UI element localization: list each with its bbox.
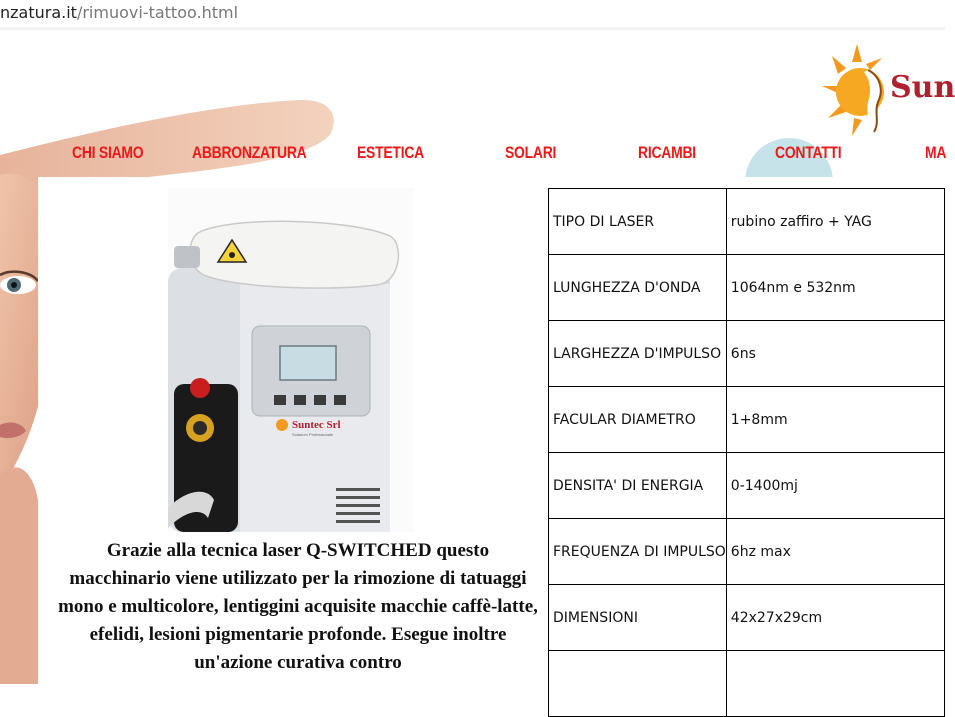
nav-solari[interactable]: SOLARI	[505, 143, 557, 162]
spec-label: FACULAR DIAMETRO	[549, 387, 727, 453]
machine-brand-label: Suntec Srl	[292, 419, 341, 431]
spec-value: rubino zaffiro + YAG	[726, 189, 944, 255]
address-bar[interactable]	[0, 0, 945, 28]
table-row	[549, 651, 945, 717]
spec-value: 42x27x29cm	[726, 585, 944, 651]
spec-label: FREQUENZA DI IMPULSO	[549, 519, 727, 585]
spec-value: 0-1400mj	[726, 453, 944, 519]
url-text[interactable]	[0, 3, 238, 22]
product-description: Grazie alla tecnica laser Q-SWITCHED questo macchinario viene utilizzato per la rimozione di tatuaggi mono e multicolore, lentiggini acquisite macchie caffè-latte, efelidi, lesioni pigmentarie profonde. Esegue inoltre un'azione curativa contro	[58, 540, 538, 673]
nav-ricambi[interactable]: RICAMBI	[638, 143, 696, 162]
spec-value: 6hz max	[726, 519, 944, 585]
nav-contatti[interactable]: CONTATTI	[775, 143, 842, 162]
main-nav	[0, 140, 945, 174]
toolbar-divider	[0, 27, 945, 30]
table-row	[549, 585, 945, 651]
nav-abbronzatura[interactable]: ABBRONZATURA	[192, 143, 307, 162]
spec-label: DENSITA' DI ENERGIA	[549, 453, 727, 519]
table-row	[549, 519, 945, 585]
spec-value: 1064nm e 532nm	[726, 255, 944, 321]
spec-label: LARGHEZZA D'IMPULSO	[549, 321, 727, 387]
product-image	[168, 188, 414, 532]
table-row	[549, 255, 945, 321]
spec-label: DIMENSIONI	[549, 585, 727, 651]
nav-chi-siamo[interactable]: CHI SIAMO	[72, 143, 144, 162]
table-row	[549, 387, 945, 453]
spec-label: LUNGHEZZA D'ONDA	[549, 255, 727, 321]
url-path: /rimuovi-tattoo.html	[76, 3, 239, 22]
table-row	[549, 453, 945, 519]
table-row	[549, 321, 945, 387]
nav-more[interactable]: MA	[925, 143, 947, 162]
nav-estetica[interactable]: ESTETICA	[357, 143, 424, 162]
spec-label	[549, 651, 727, 717]
spec-value: 6ns	[726, 321, 944, 387]
table-row	[549, 189, 945, 255]
spec-value: 1+8mm	[726, 387, 944, 453]
spec-label: TIPO DI LASER	[549, 189, 727, 255]
url-host: nzatura.it	[0, 3, 77, 22]
logo-text: Sun	[890, 70, 955, 105]
spec-table	[548, 188, 945, 717]
machine-brand-sub: Solarium Professionale	[292, 432, 334, 437]
spec-value	[726, 651, 944, 717]
